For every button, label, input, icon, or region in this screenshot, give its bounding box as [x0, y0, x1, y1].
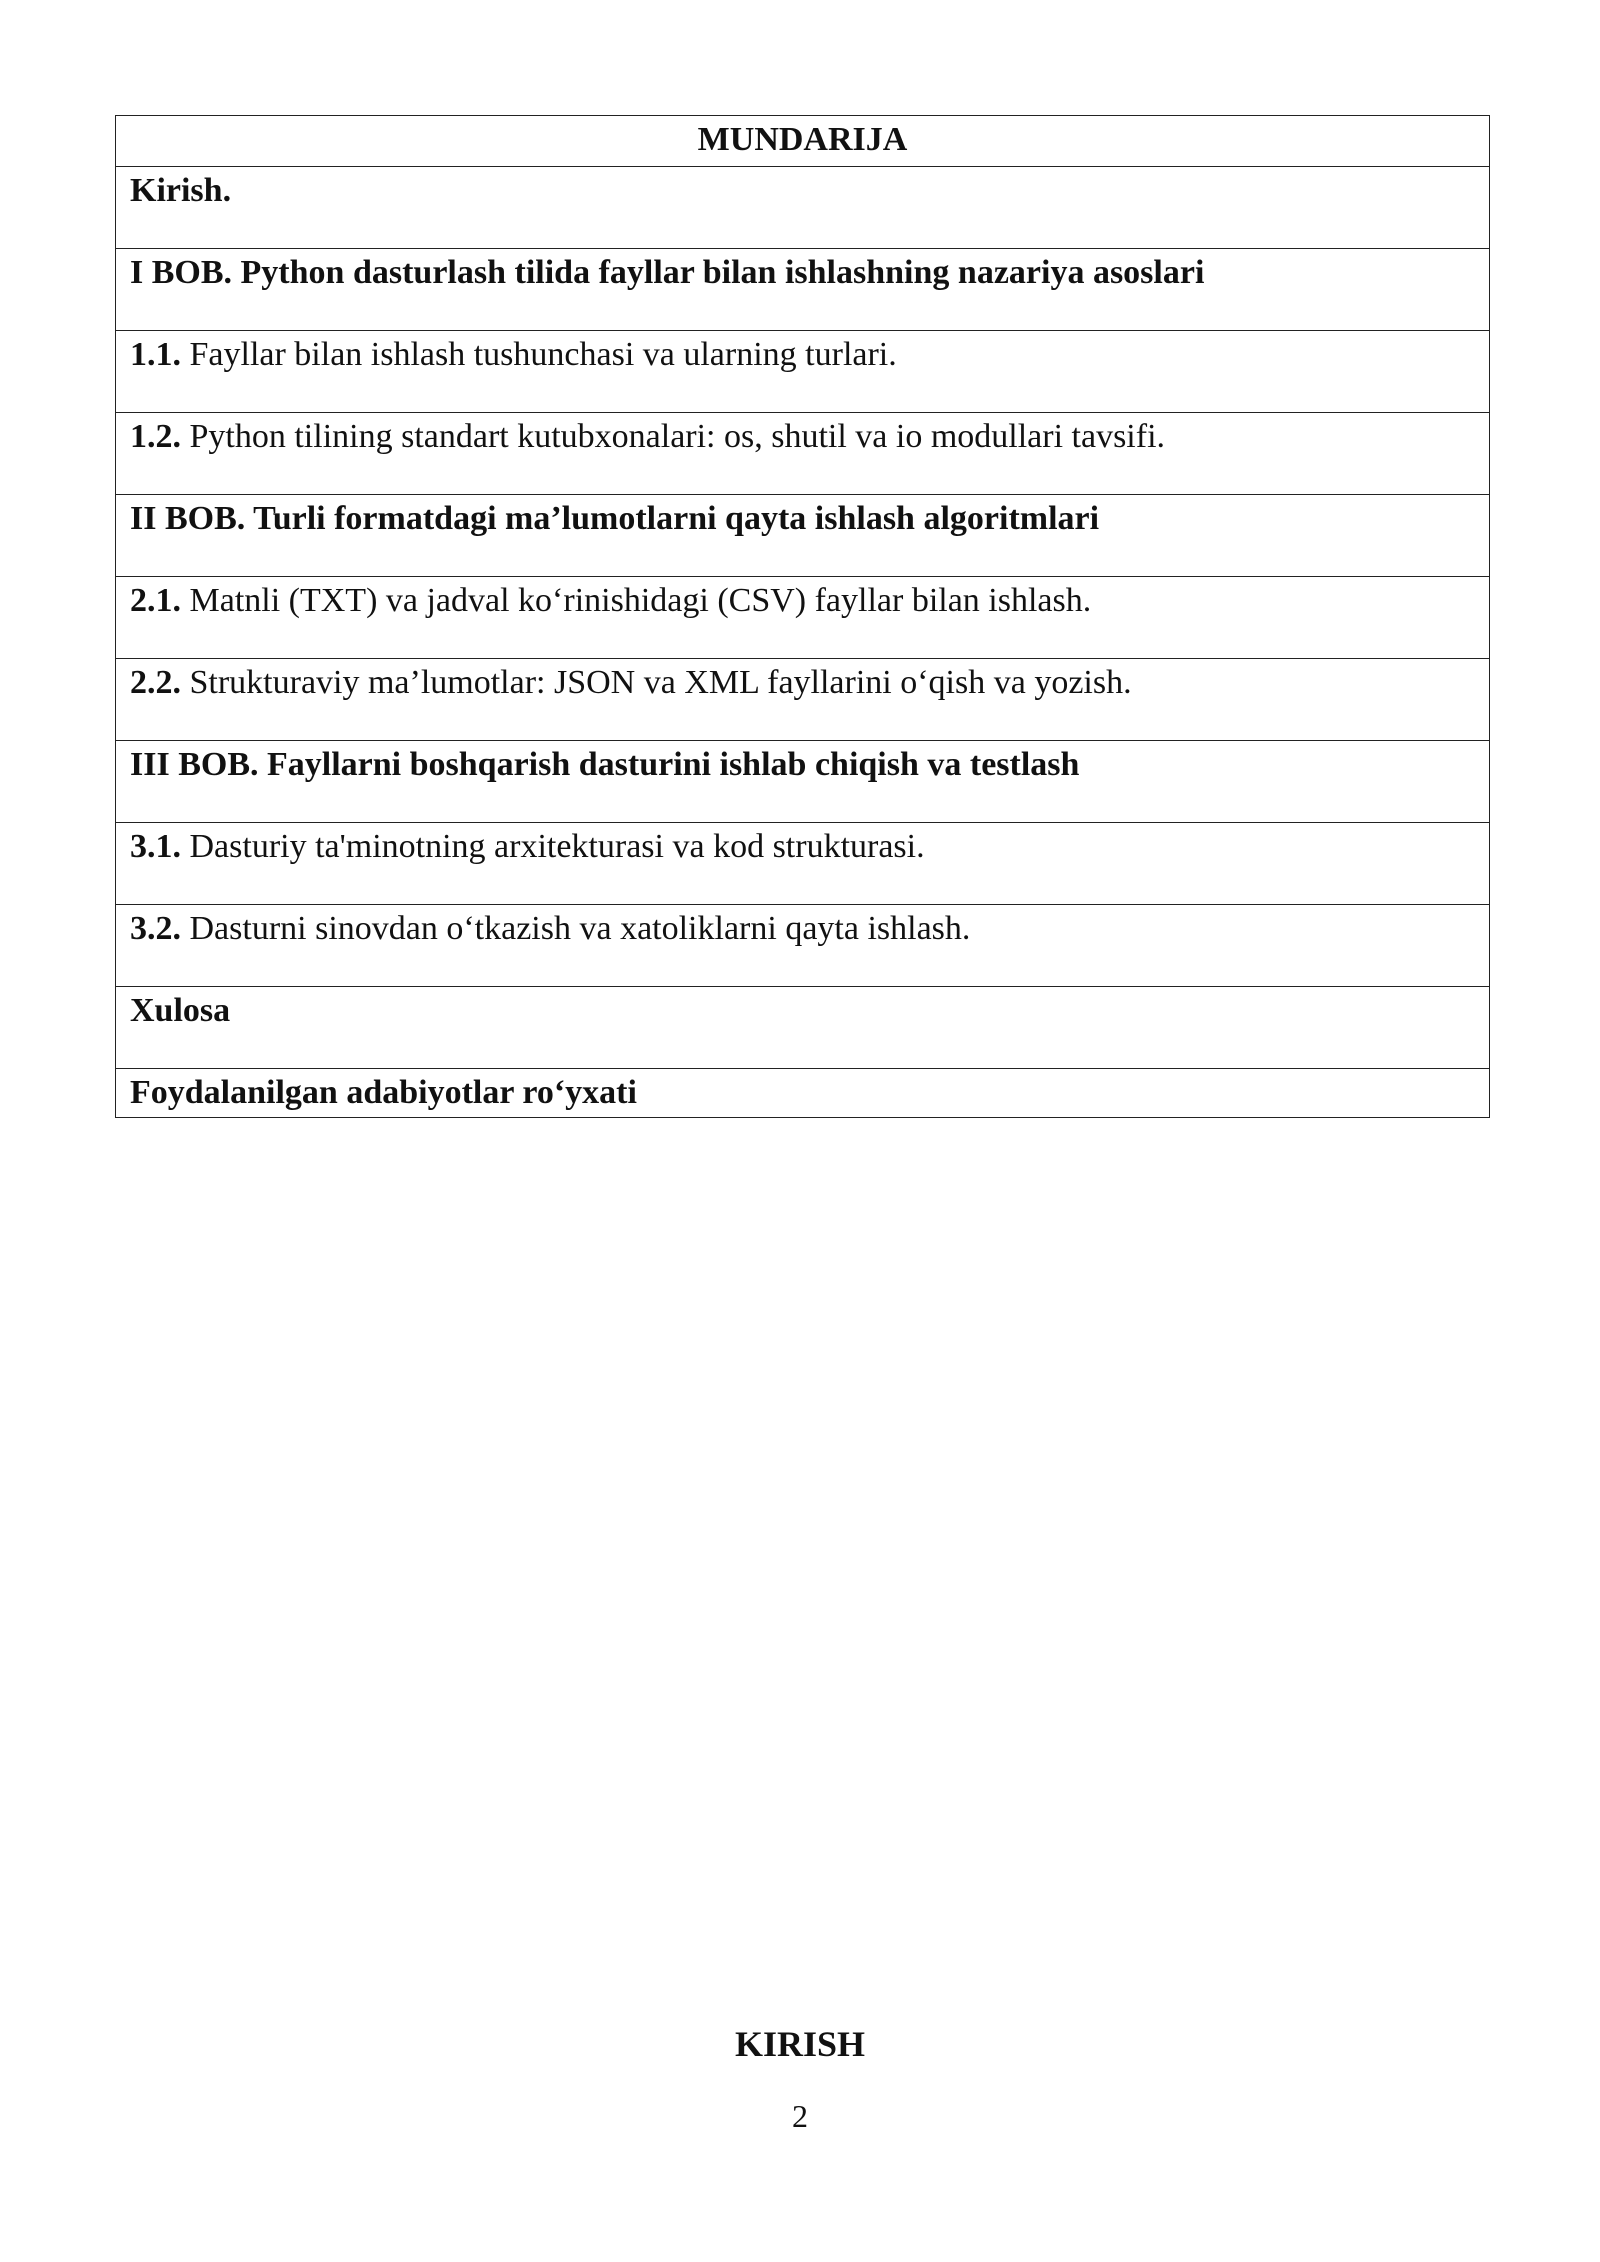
toc-entry-text: Matnli (TXT) va jadval ko‘rinishidagi (CSV) fayllar bilan ishlash.: [181, 582, 1092, 619]
toc-entry-row: [116, 249, 1490, 331]
toc-entry: [116, 577, 1490, 659]
toc-entry-text: II BOB. Turli formatdagi ma’lumotlarni qayta ishlash algoritmlari: [130, 500, 1100, 537]
toc-entry-row: [116, 413, 1490, 495]
toc-entry: [116, 741, 1490, 823]
toc-entry-row: [116, 331, 1490, 413]
toc-entry: [116, 495, 1490, 577]
toc-entry-text: Strukturaviy ma’lumotlar: JSON va XML fayllarini o‘qish va yozish.: [181, 664, 1132, 701]
toc-entry-number: 3.1.: [130, 828, 181, 865]
toc-entry: [116, 987, 1490, 1069]
toc-entry-row: [116, 577, 1490, 659]
toc-entry: [116, 659, 1490, 741]
toc-entry-text: I BOB. Python dasturlash tilida fayllar bilan ishlashning nazariya asoslari: [130, 254, 1205, 291]
toc-entry-text: Dasturiy ta'minotning arxitekturasi va kod strukturasi.: [181, 828, 925, 865]
toc-entry-row: [116, 905, 1490, 987]
toc-entry-text: Kirish.: [130, 172, 232, 209]
toc-entry-number: 3.2.: [130, 910, 181, 947]
toc-entry: [116, 413, 1490, 495]
section-heading-kirish: KIRISH: [734, 2024, 866, 2064]
toc-entry: [116, 905, 1490, 987]
toc-entry-row: [116, 741, 1490, 823]
toc-entry: [116, 823, 1490, 905]
toc-entry-text: Xulosa: [130, 992, 231, 1029]
table-of-contents: [115, 115, 1490, 1118]
toc-entry-number: 2.1.: [130, 582, 181, 619]
toc-entry: [116, 167, 1490, 249]
toc-entry-text: Python tilining standart kutubxonalari: os, shutil va io modullari tavsifi.: [181, 418, 1166, 455]
toc-entry-row: [116, 823, 1490, 905]
toc-entry-row: [116, 495, 1490, 577]
toc-entry-row: [116, 1069, 1490, 1118]
toc-title-row: [116, 116, 1490, 167]
toc-entry-number: 2.2.: [130, 664, 181, 701]
toc-entry: [116, 331, 1490, 413]
toc-entry: [116, 1069, 1490, 1118]
toc-entry-text: Foydalanilgan adabiyotlar ro‘yxati: [130, 1074, 637, 1111]
toc-entry-number: 1.2.: [130, 418, 181, 455]
toc-entry-row: [116, 987, 1490, 1069]
toc-entry-number: 1.1.: [130, 336, 181, 373]
toc-entry-text: Dasturni sinovdan o‘tkazish va xatoliklarni qayta ishlash.: [181, 910, 971, 947]
toc-entry-text: III BOB. Fayllarni boshqarish dasturini ishlab chiqish va testlash: [130, 746, 1080, 783]
toc-entry-row: [116, 659, 1490, 741]
toc-entry-row: [116, 167, 1490, 249]
toc-entry: [116, 249, 1490, 331]
toc-entry-text: Fayllar bilan ishlash tushunchasi va ularning turlari.: [181, 336, 897, 373]
toc-title: MUNDARIJA: [116, 116, 1490, 167]
page-number: 2: [792, 2098, 808, 2134]
